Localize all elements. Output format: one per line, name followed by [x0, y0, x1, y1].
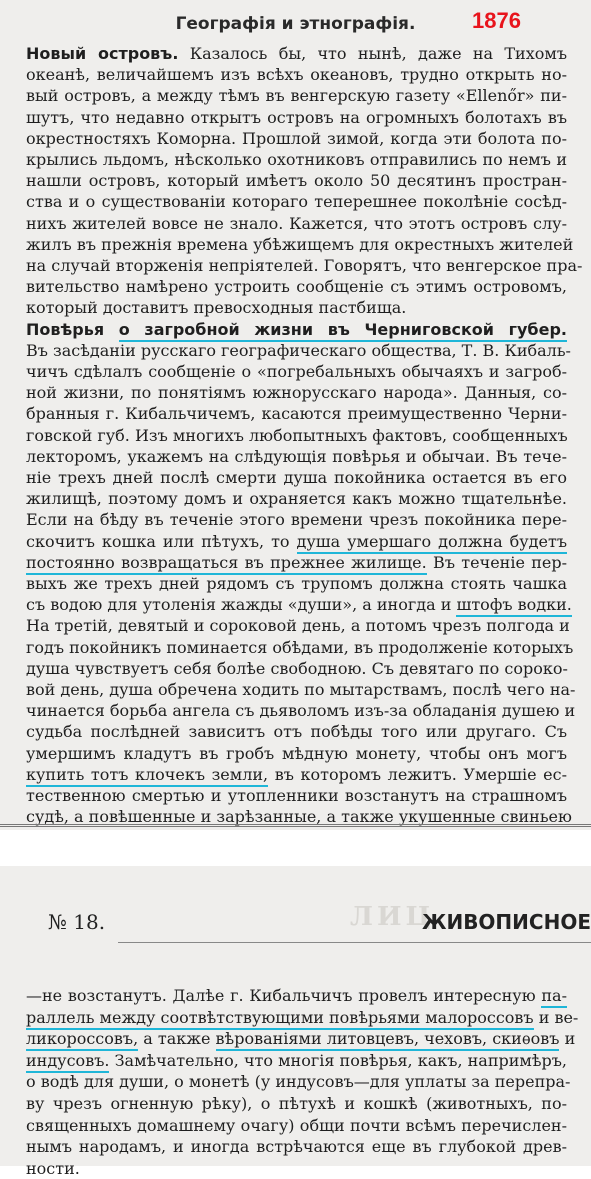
underlined-phrase: па-: [541, 986, 567, 1008]
text-run: о водѣ для души, о монетѣ (у индусовъ—для уплаты за перепра-: [26, 1072, 571, 1092]
text-line: [26, 214, 567, 234]
text-line: [26, 489, 567, 509]
text-run: душа чувствуетъ себя болѣе свободною. Съ девятаго по сороко-: [26, 658, 568, 678]
text-line: [26, 1072, 571, 1092]
article-heading: Новый островъ.: [26, 44, 179, 63]
text-line: [26, 637, 574, 658]
text-run: и: [559, 1029, 576, 1049]
text-line: [26, 44, 567, 64]
text-run: который доставитъ превосходныя пастбища.: [26, 298, 407, 318]
underlined-phrase: о загробной жизни въ Черниговской губер.: [119, 320, 567, 342]
text-run: жилъ въ прежнія времена убѣжищемъ для окрестныхъ жителей: [26, 234, 574, 254]
bottom-page-fragment: [0, 866, 591, 1178]
text-run: годъ покойникъ поминается обѣдами, въ продолженіе которыхъ: [26, 637, 574, 657]
underlined-phrase: постоянно возвращаться въ прежнее жилище.: [26, 553, 427, 575]
year-stamp: 1876: [472, 8, 521, 33]
text-run: лекторомъ, укажемъ на слѣдующія повѣрья и обычаи. Въ тече-: [26, 446, 567, 466]
text-line: [26, 298, 567, 318]
text-run: а также: [138, 1029, 216, 1049]
text-run: нихъ жителей вовсе не знало. Кажется, что этотъ островъ слу-: [26, 213, 567, 233]
text-line: [26, 129, 567, 149]
text-line: [26, 659, 567, 679]
text-run: бранныя г. Кибальчичемъ, касаются преимущественно Черни-: [26, 404, 567, 424]
header-rule: [118, 942, 591, 943]
text-run: На третій, девятый и сороковой день, а потомъ чрезъ полгода и: [26, 616, 570, 636]
text-run: крылись льдомъ, нѣсколько охотниковъ отправились по немъ и: [26, 150, 567, 169]
text-run: ности.: [26, 1158, 80, 1178]
text-run: вой день, душа обречена ходить по мытарствамъ, послѣ чего на-: [26, 680, 576, 699]
text-run: ства и о существованіи котораго теперешнее поколѣніе сосѣд-: [26, 192, 567, 212]
text-line: [26, 574, 567, 594]
text-run: чинается борьба ангела съ дьяволомъ изъ-за обладанія душею и: [26, 701, 576, 721]
underlined-phrase: индусовъ.: [26, 1051, 109, 1073]
text-line: [26, 1029, 576, 1049]
text-line: [26, 510, 567, 530]
text-run: съ водою для утоленія жажды «души», а иногда и: [26, 595, 457, 615]
text-line: [26, 277, 567, 297]
text-line: [26, 150, 567, 170]
text-line: [26, 680, 576, 700]
text-line: [26, 1051, 567, 1071]
text-line: [26, 532, 567, 552]
text-line: [26, 1159, 567, 1179]
text-line: [26, 701, 576, 721]
text-run: ву чрезъ огненную рѣку), о пѣтухѣ и кошкѣ (животныхъ, по-: [26, 1094, 567, 1113]
text-run: —не возстанутъ. Далѣе г. Кибальчичъ провелъ интересную: [26, 986, 542, 1005]
running-title: ЖИВОПИСНОЕ: [421, 910, 591, 934]
text-line: [26, 383, 567, 403]
text-run: говской губ. Изъ многихъ любопытныхъ фактовъ, сообщенныхъ: [26, 425, 568, 445]
text-line: [26, 786, 567, 806]
text-run: нымъ народамъ, и иногда встрѣчаются еще въ глубокой древ-: [26, 1137, 567, 1157]
text-run: въ которомъ лежитъ. Умершіе ес-: [268, 764, 567, 784]
text-line: [26, 1007, 579, 1028]
text-run: умершимъ кладутъ въ гробъ мѣдную монету, чтобы онъ могъ: [26, 743, 567, 763]
text-run: океанѣ, величайшемъ изъ всѣхъ океановъ, трудно открыть но-: [26, 65, 567, 85]
text-run: скочитъ кошка или пѣтухъ, то: [26, 531, 297, 551]
text-line: [26, 426, 567, 446]
text-run: вый островъ, а между тѣмъ въ венгерскую газету «Ellenőr» пи-: [26, 86, 567, 106]
text-line: [26, 986, 567, 1006]
text-run: Въ теченіе пер-: [426, 552, 568, 572]
text-line: [26, 468, 567, 488]
text-line: [26, 1116, 567, 1136]
underlined-phrase: ликороссовъ,: [26, 1029, 138, 1051]
bleed-through-text: ЛИЦ: [350, 902, 435, 932]
text-line: [26, 553, 567, 573]
section-title: Географія и этнографія.: [175, 14, 416, 34]
underlined-phrase: раллель между соотвѣтствующими повѣрьями малороссовъ: [26, 1008, 534, 1030]
underlined-phrase: вѣрованіями литовцевъ, чеховъ, скиѳовъ: [216, 1029, 560, 1051]
text-line: [26, 340, 571, 361]
text-run: Если на бѣду въ теченіе этого времени чрезъ покойника пере-: [26, 510, 567, 530]
text-line: [26, 65, 567, 85]
issue-number: № 18.: [48, 910, 106, 934]
text-run: вительство намѣрено устроить сообщеніе съ этимъ островомъ,: [26, 277, 567, 297]
text-line: [26, 765, 567, 785]
text-run: Замѣчательно, что многія повѣрья, какъ, напримѣръ,: [109, 1050, 567, 1070]
text-line: [26, 108, 567, 128]
text-line: [26, 616, 570, 636]
text-line: [26, 1137, 567, 1157]
text-line: [26, 744, 567, 764]
text-run: судѣ, а повѣшенные и зарѣзанные, а также укушенные свиньею: [26, 807, 572, 827]
text-run: чичъ сдѣлалъ сообщеніе о «погребальныхъ обычаяхъ и загроб-: [26, 362, 567, 381]
page-bottom-rule: [0, 824, 591, 827]
text-run: ной жизни, по понятіямъ южнорусскаго народа». Данныя, со-: [26, 383, 567, 403]
text-run: нашли островъ, который имѣетъ около 50 десятинъ простран-: [26, 171, 567, 191]
text-line: [26, 320, 567, 340]
text-run: на случай вторженія непріятелей. Говорятъ, что венгерское пра-: [26, 256, 583, 275]
text-line: [26, 171, 567, 191]
text-run: Казалось бы, что нынѣ, даже на Тихомъ: [178, 44, 568, 63]
article-heading: Повѣрья: [26, 319, 119, 339]
text-line: [26, 1094, 567, 1114]
text-line: [26, 362, 567, 382]
text-run: жилищѣ, поэтому домъ и охраняется какъ можно тщательнѣе.: [26, 489, 567, 509]
text-run: окрестностяхъ Коморна. Прошлой зимой, когда эти болота по-: [26, 128, 567, 148]
text-run: шутъ, что недавно открытъ островъ на огромныхъ болотахъ въ: [26, 107, 567, 127]
text-run: ніе трехъ дней послѣ смерти душа покойника остается въ его: [26, 468, 567, 487]
text-line: [26, 234, 574, 255]
text-run: священныхъ домашнему очагу) общи почти всѣмъ перечислен-: [26, 1115, 567, 1135]
text-line: [26, 404, 567, 424]
text-run: тественною смертью и утопленники возстанутъ на страшномъ: [26, 786, 567, 805]
text-line: [26, 722, 567, 742]
text-run: судьба послѣдней зависитъ отъ побѣды того или другаго. Съ: [26, 722, 567, 742]
text-line: [26, 256, 583, 276]
text-run: выхъ же трехъ дней рядомъ съ трупомъ должна стоять чашка: [26, 574, 567, 593]
text-line: [26, 86, 567, 106]
text-run: Въ засѣданіи русскаго географическаго общества, Т. В. Кибаль-: [26, 340, 571, 360]
text-line: [26, 447, 567, 467]
text-run: и ве-: [533, 1007, 579, 1027]
underlined-phrase: душа умершаго должна будетъ: [297, 532, 568, 554]
text-line: [26, 595, 572, 615]
underlined-phrase: купить тотъ клочекъ земли,: [26, 765, 268, 787]
text-line: [26, 192, 567, 212]
underlined-phrase: штофъ водки.: [456, 595, 571, 617]
